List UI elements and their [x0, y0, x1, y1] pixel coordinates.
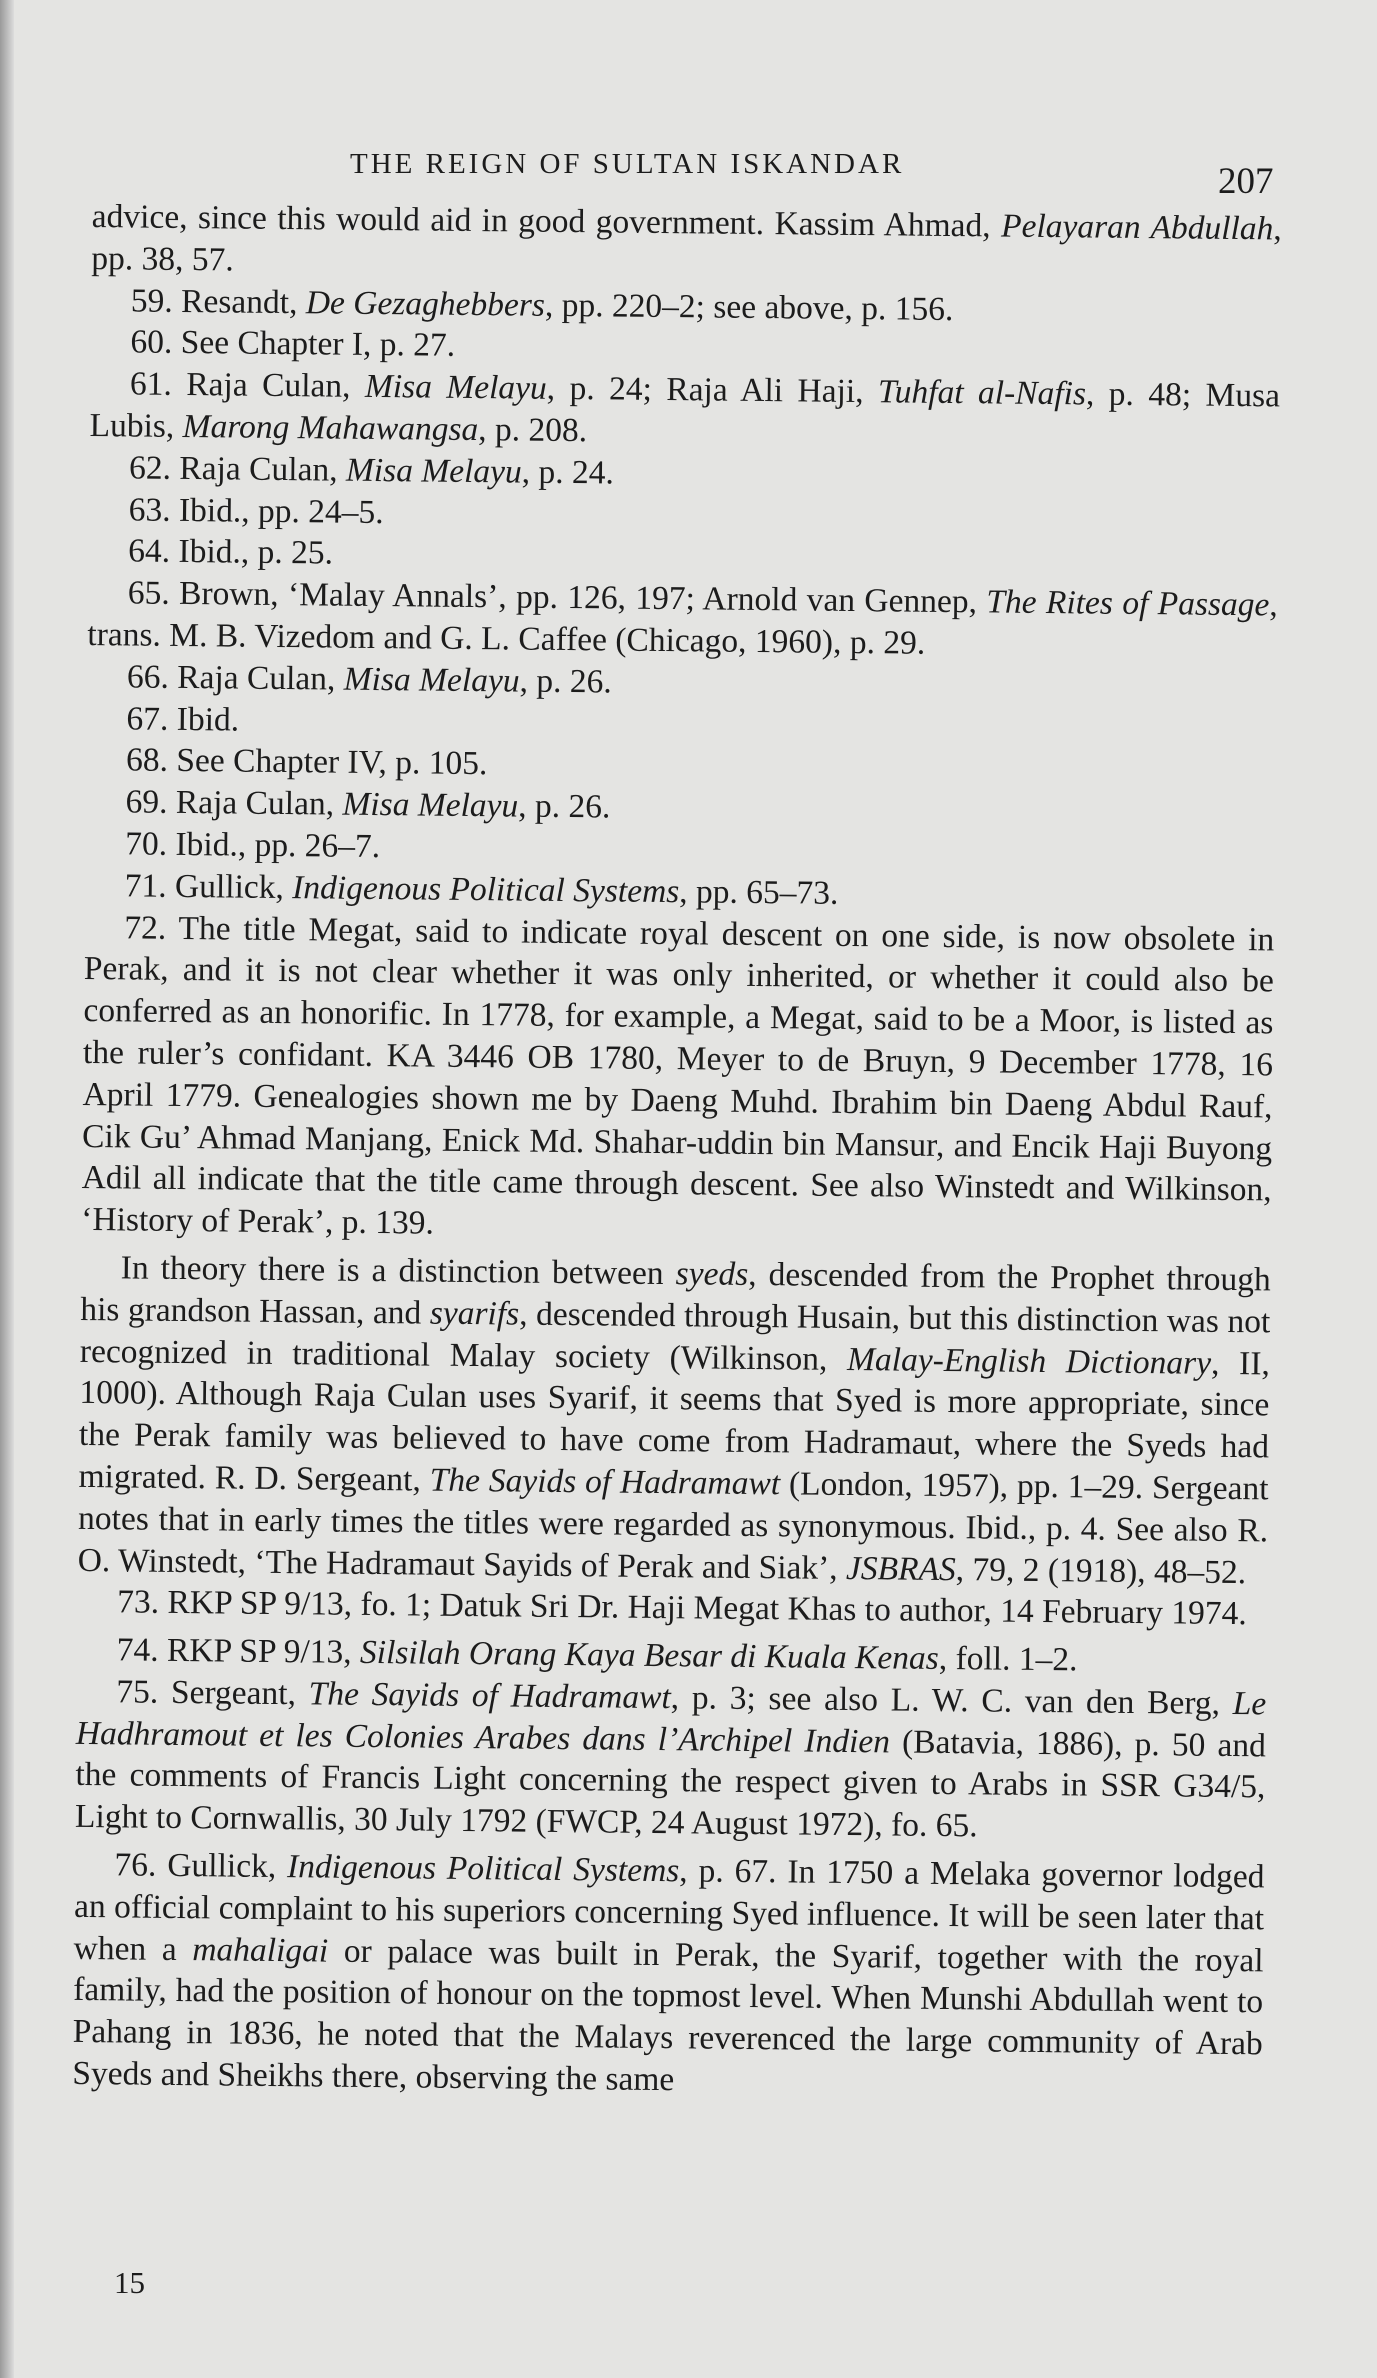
note-text: , p. 67. In 1750 a Melaka governor lodged an official complaint to his superiors concerning Syed influence. It will be seen later that when a	[73, 1852, 1265, 1968]
note-text: 66. Raja Culan,	[126, 658, 344, 698]
endnotes-body	[72, 196, 1282, 2107]
note-text: , 79, 2 (1918), 48–52.	[955, 1550, 1247, 1591]
note-text: 69. Raja Culan,	[125, 783, 343, 823]
endnote	[91, 196, 1282, 292]
note-text: 62. Raja Culan,	[128, 449, 347, 489]
italic-title: Marong Mahawangsa	[182, 407, 479, 449]
note-text: , pp. 220–2; see above, p. 156.	[544, 286, 954, 328]
endnote	[89, 363, 1280, 459]
italic-title: Misa Melayu	[364, 368, 547, 407]
italic-title: Misa Melayu	[345, 451, 522, 491]
note-text: , p. 24.	[521, 453, 615, 492]
note-text: , p. 26.	[518, 787, 611, 826]
endnote	[77, 1247, 1270, 1594]
note-text: 74. RKP SP 9/13,	[116, 1631, 361, 1671]
note-text: or palace was built in Perak, the Syarif, together with the royal family, had the position of honour on the topmost level. When Munshi Abdullah went to Pahang in 1836, he noted that the Malays reverenced the large community of Arab Syeds and Sheikhs there, observing the same	[72, 1932, 1264, 2099]
endnote	[75, 1671, 1267, 1851]
italic-title: Indigenous Political Systems	[292, 868, 680, 910]
italic-title: Pelayaran Abdullah	[1000, 207, 1274, 248]
page-number: 207	[1218, 161, 1274, 202]
italic-title: The Rites of Passage	[986, 583, 1270, 624]
endnote	[72, 1844, 1265, 2107]
note-text: , II, 1000). Although Raja Culan uses Syarif, it seems that Syed is more appropriate, since the Perak family was believed to have come from Hadramaut, where the Syeds had migrated. R. D. Sergeant,	[78, 1344, 1271, 1499]
note-text: 60. See Chapter I, p. 27.	[130, 323, 456, 365]
note-text: 72. The title Megat, said to indicate royal descent on one side, is now obsolete in Perak, and it is not clear whether it was only inherited, or whether it could also be conferred as an honorific. In 1778, for example, a Megat, said to be a Moor, is listed as the ruler’s confidant. KA 3446 OB 1780, Meyer to de Bruyn, 9 December 1778, 16 April 1779. Genealogies shown me by Daeng Muhd. Ibrahim bin Daeng Abdul Rauf, Cik Gu’ Ahmad Manjang, Enick Md. Shahar-uddin bin Mansur, and Encik Haji Buyong Adil all indicate that the title came through descent. See also Winstedt and Wilkinson, ‘History of Perak’, p. 139.	[81, 908, 1275, 1242]
note-text: 71. Gullick,	[124, 867, 293, 906]
note-text: , p. 208.	[478, 411, 588, 450]
page-edge-shadow	[0, 0, 14, 2378]
italic-title: Malay-English Dictionary	[846, 1340, 1212, 1382]
italic-title: Misa Melayu	[343, 660, 520, 700]
note-text: , pp. 38, 57.	[91, 210, 1282, 279]
note-text: , p. 26.	[519, 662, 612, 701]
italic-title: mahaligai	[192, 1930, 329, 1970]
note-text: , trans. M. B. Vizedom and G. L. Caffee (Chicago, 1960), p. 29.	[87, 586, 1278, 662]
note-text: (London, 1957), pp. 1–29. Sergeant notes that in early times the titles were regarded as synonymous. Ibid., p. 4. See also R. O. Winstedt, ‘The Hadramaut Sayids of Perak and Siak’,	[77, 1465, 1269, 1587]
italic-title: JSBRAS	[845, 1549, 956, 1588]
note-text: , descended through Husain, but this distinction was not recognized in traditional Malay society (Wilkinson,	[79, 1295, 1271, 1378]
italic-title: syarifs	[429, 1294, 520, 1333]
italic-title: Indigenous Political Systems	[286, 1848, 680, 1890]
italic-title: De Gezaghebbers	[305, 283, 546, 324]
note-text: 64. Ibid., p. 25.	[128, 532, 334, 572]
note-text: , foll. 1–2.	[938, 1640, 1078, 1679]
italic-title: Silsilah Orang Kaya Besar di Kuala Kenas	[359, 1633, 940, 1678]
note-text: (Batavia, 1886), p. 50 and the comments of Francis Light concerning the respect given to Arabs in SSR G34/5, Light to Cornwallis, 30 July 1792 (FWCP, 24 August 1972), fo. 65.	[74, 1723, 1267, 1845]
note-text: 61. Raja Culan,	[129, 365, 366, 406]
endnote	[87, 572, 1278, 668]
endnote	[81, 907, 1274, 1254]
note-text: , p. 24; Raja Ali Haji,	[546, 369, 879, 411]
signature-mark: 15	[114, 2265, 145, 2300]
note-text: 76. Gullick,	[114, 1846, 288, 1886]
note-text: 63. Ibid., pp. 24–5.	[128, 490, 384, 531]
italic-title: Le Hadhramout et les Colonies Arabes dans l’Archipel Indien	[75, 1684, 1267, 1761]
note-text: 65. Brown, ‘Malay Annals’, pp. 126, 197; Arnold van Gennep,	[127, 574, 987, 621]
note-text: , p. 3; see also L. W. C. van den Berg,	[670, 1679, 1233, 1722]
note-text: advice, since this would aid in good government. Kassim Ahmad,	[91, 197, 1002, 245]
running-header: THE REIGN OF SULTAN ISKANDAR	[350, 148, 905, 180]
italic-title: syeds	[675, 1255, 749, 1293]
note-text: 75. Sergeant,	[116, 1673, 309, 1713]
note-text: , descended from the Prophet through his grandson Hassan, and	[80, 1255, 1271, 1332]
note-text: , p. 48; Musa Lubis,	[89, 375, 1281, 445]
note-text: 70. Ibid., pp. 26–7.	[125, 825, 381, 866]
italic-title: Tuhfat al-Nafis	[877, 373, 1087, 413]
italic-title: The Sayids of Hadramawt	[429, 1461, 781, 1503]
italic-title: Misa Melayu	[342, 785, 519, 825]
note-text: 59. Resandt,	[130, 282, 307, 321]
note-text: , pp. 65–73.	[679, 872, 839, 912]
note-text: 67. Ibid.	[126, 699, 240, 739]
note-text: 73. RKP SP 9/13, fo. 1; Datuk Sri Dr. Haji Megat Khas to author, 14 February 1974.	[117, 1583, 1247, 1633]
italic-title: The Sayids of Hadramawt	[308, 1675, 671, 1717]
note-text: In theory there is a distinction between	[120, 1249, 676, 1293]
note-text: 68. See Chapter IV, p. 105.	[125, 741, 488, 783]
